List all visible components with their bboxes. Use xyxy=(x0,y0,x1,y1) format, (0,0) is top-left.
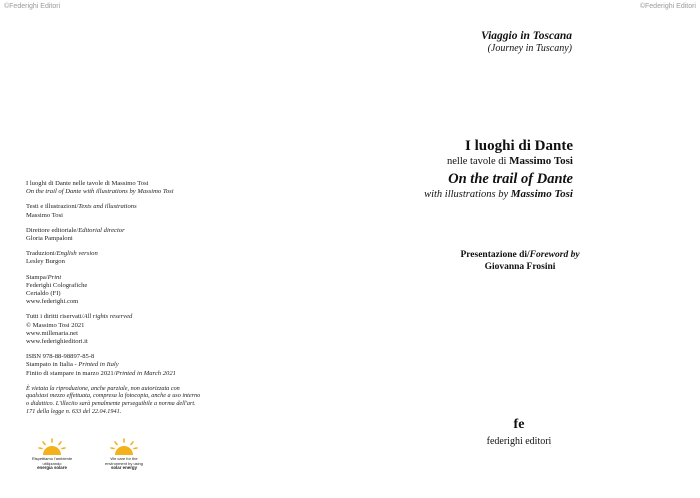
director-name: Gloria Pampaloni xyxy=(26,235,73,243)
website-millenaria: www.millenaria.net xyxy=(26,329,78,337)
book-title-block xyxy=(424,138,573,201)
book-subtitle-italian xyxy=(424,155,573,168)
printed-en: Printed in Italy xyxy=(78,361,119,369)
printed-it: Stampato in Italia - xyxy=(26,361,79,369)
series xyxy=(481,30,572,54)
sun-icon xyxy=(109,438,139,456)
watermark-left: ©Federighi Editori xyxy=(4,3,61,10)
colophon-rights xyxy=(26,313,266,346)
legal-line: È vietata la riproduzione, anche parziale, non autorizzata con xyxy=(26,384,180,392)
badge-line3: solar energy xyxy=(110,465,138,471)
texts-label-en: Texts and illustrations xyxy=(78,203,137,211)
badge-line2: environment by using xyxy=(104,460,144,466)
badge-line1: We care for the xyxy=(110,456,138,461)
translation-label-en: English version xyxy=(56,250,98,258)
foreword-author: Giovanna Frosini xyxy=(484,262,556,272)
colophon-book-title xyxy=(26,180,266,196)
printer-name: Federighi Colografiche xyxy=(26,281,88,289)
legal-line: o didattico. L'illecito sarà penalmente perseguibile a norma dell'art. xyxy=(26,400,196,408)
series-title: Viaggio in Toscana xyxy=(481,30,572,42)
book-title-italian: I luoghi di Dante xyxy=(465,138,573,154)
print-label-en: Print xyxy=(47,273,62,281)
badge-line3: energia solare xyxy=(37,465,67,471)
sun-icon xyxy=(37,438,67,456)
solar-badge-en xyxy=(96,438,152,471)
foreword-label-en: Foreword by xyxy=(529,250,580,260)
subtitle-en-prefix: with illustrations by xyxy=(424,189,511,200)
title-page xyxy=(350,0,700,498)
colophon-director xyxy=(26,227,266,243)
website-publisher: www.federighieditori.it xyxy=(26,338,88,346)
badge-line2: utilizzando xyxy=(42,460,62,466)
book-title-english: On the trail of Dante xyxy=(448,171,573,187)
book-title-it: I luoghi di Dante nelle tavole di Massimo Tosi xyxy=(26,180,149,187)
subtitle-it-prefix: nelle tavole di xyxy=(447,156,510,167)
finished-it: Finito di stampare in marzo 2021/ xyxy=(26,369,116,377)
solar-badge-it xyxy=(24,438,80,471)
translation-name: Lesley Burgon xyxy=(26,258,65,266)
translation-label-it: Traduzioni/ xyxy=(26,250,57,258)
colophon-translation xyxy=(26,250,266,266)
texts-name: Massimo Tosi xyxy=(26,211,63,219)
author-name-it: Massimo Tosi xyxy=(509,155,573,167)
rights-label-en: All rights reserved xyxy=(83,313,133,321)
colophon-texts xyxy=(26,203,266,219)
finished-en: Printed in March 2021 xyxy=(115,369,176,377)
printer-website: www.federighi.com xyxy=(26,298,79,306)
director-label-en: Editorial director xyxy=(78,226,125,234)
isbn: ISBN 978-88-98897-85-8 xyxy=(26,353,95,361)
publisher xyxy=(449,418,589,447)
foreword-label-it: Presentazione di/ xyxy=(460,250,530,260)
author-name-en: Massimo Tosi xyxy=(510,188,573,200)
texts-label-it: Testi e illustrazioni/ xyxy=(26,203,79,211)
print-label-it: Stampa/ xyxy=(26,273,48,281)
legal-notice xyxy=(26,385,266,415)
badge-line1: Rispettiamo l'ambiente xyxy=(31,456,73,461)
solar-energy-badges xyxy=(24,438,152,471)
book-title-en: On the trail of Dante with illustrations by Massimo Tosi xyxy=(26,188,174,196)
copyright: © Massimo Tosi 2021 xyxy=(26,321,85,329)
foreword xyxy=(450,249,590,273)
series-subtitle: (Journey in Tuscany) xyxy=(487,43,572,54)
colophon-isbn xyxy=(26,353,266,378)
legal-line: 171 della legge n. 633 del 22.04.1941. xyxy=(26,407,122,415)
publisher-logo-icon: fe xyxy=(513,417,525,432)
director-label-it: Direttore editoriale/ xyxy=(26,226,79,234)
watermark-right: ©Federighi Editori xyxy=(639,3,696,10)
legal-line: qualsiasi mezzo effettuata, compresa la fotocopia, anche a uso interno xyxy=(26,392,201,400)
colophon xyxy=(26,180,266,422)
book-subtitle-english xyxy=(424,188,573,201)
printer-city: Certaldo (FI) xyxy=(26,290,61,298)
colophon-print xyxy=(26,274,266,307)
rights-label-it: Tutti i diritti riservati/ xyxy=(26,313,84,321)
publisher-name: federighi editori xyxy=(486,436,552,447)
